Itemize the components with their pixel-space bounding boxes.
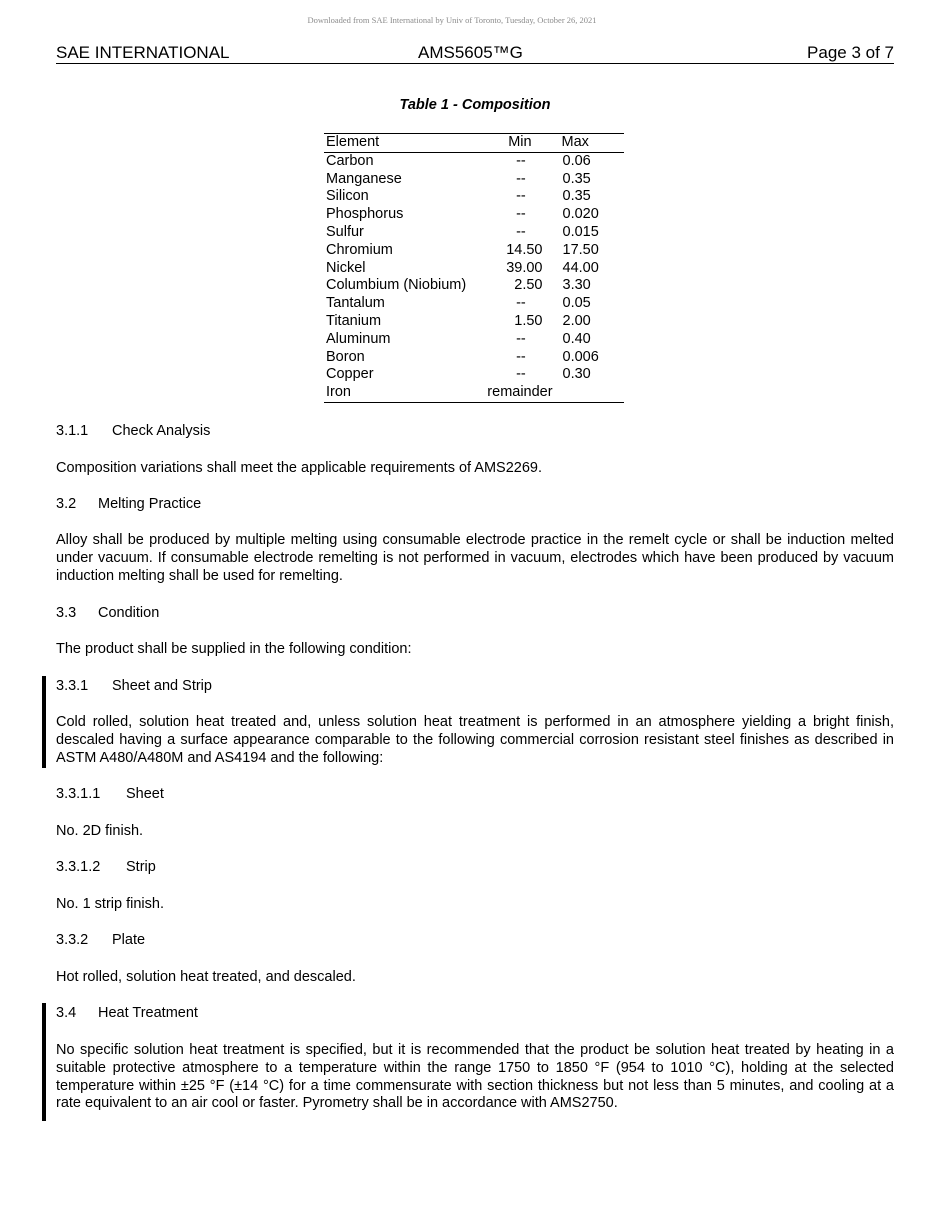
section-number: 3.3	[56, 605, 77, 621]
section-body-3-3-1-1: No. 2D finish.	[56, 823, 144, 839]
section-number: 3.4	[56, 1005, 77, 1021]
min-cell: 1.50	[514, 312, 543, 329]
element-cell: Aluminum	[326, 330, 391, 347]
section-title: Strip	[126, 859, 156, 875]
min-cell: --	[516, 152, 526, 169]
section-number: 3.1.1	[56, 423, 89, 439]
section-title: Plate	[112, 932, 146, 948]
table-header-row	[324, 134, 624, 153]
section-body-3-3-2: Hot rolled, solution heat treated, and descaled.	[56, 969, 356, 985]
table-row	[324, 277, 624, 295]
max-cell: 44.00	[562, 259, 599, 276]
min-cell: 2.50	[514, 277, 543, 294]
max-cell: 17.50	[562, 241, 599, 258]
max-cell: 2.00	[562, 312, 591, 329]
table-caption: Table 1 - Composition	[399, 97, 551, 113]
section-title: Condition	[98, 605, 160, 621]
table-row	[324, 313, 624, 331]
element-cell: Sulfur	[326, 223, 364, 240]
element-cell: Iron	[326, 384, 351, 401]
element-cell: Tantalum	[326, 295, 385, 312]
element-cell: Manganese	[326, 170, 402, 187]
section-body-3-2: Alloy shall be produced by multiple melting using consumable electrode practice in the remelt cycle or shall be induction melted under vacuum. If consumable electrode remelting is not performed in vacuum, electrodes which have been produced by vacuum induction melting shall be used for remelting.	[56, 532, 894, 584]
section-heading-3-2	[56, 496, 894, 514]
max-cell: 0.015	[562, 223, 599, 240]
header-organization: SAE INTERNATIONAL	[56, 43, 230, 62]
element-cell: Columbium (Niobium)	[326, 277, 467, 294]
section-body-3-3-1-2: No. 1 strip finish.	[56, 896, 164, 912]
table-row	[324, 260, 624, 278]
section-title: Sheet	[126, 786, 164, 802]
element-cell: Chromium	[326, 241, 393, 258]
table-row	[324, 366, 624, 384]
element-cell: Phosphorus	[326, 206, 404, 223]
max-cell: 0.05	[562, 295, 591, 312]
section-title: Heat Treatment	[98, 1005, 198, 1021]
download-watermark: Downloaded from SAE International by Univ of Toronto, Tuesday, October 26, 2021	[307, 15, 597, 25]
section-heading-3-3-2	[56, 932, 894, 950]
revision-change-bar	[42, 1003, 46, 1121]
page-header	[56, 43, 894, 64]
section-number: 3.3.1.1	[56, 786, 101, 802]
table-row	[324, 171, 624, 189]
section-heading-3-3-1	[56, 678, 894, 696]
max-cell: 0.020	[562, 206, 599, 223]
min-cell: --	[516, 348, 526, 365]
section-heading-3-4	[56, 1005, 894, 1023]
table-row	[324, 188, 624, 206]
section-title: Check Analysis	[112, 423, 211, 439]
remainder-cell: remainder	[487, 384, 553, 401]
table-row	[324, 295, 624, 313]
section-heading-3-3-1-2	[56, 859, 894, 877]
section-heading-3-1-1	[56, 423, 894, 441]
header-page-number: Page 3 of 7	[807, 43, 894, 62]
column-header-element: Element	[326, 134, 380, 150]
table-row-iron	[324, 384, 624, 402]
section-body-3-4: No specific solution heat treatment is specified, but it is recommended that the product be solution heat treated by heating in a suitable protective atmosphere to a temperature within the range 1750 to 1850 °F (954 to 1010 °C), holding at the selected temperature within ±25 °F (±14 °C) for a time commensurate with section thickness but not less than 5 minutes, and cooling at a rate equivalent to an air cool or faster. Pyrometry shall be in accordance with AMS2750.	[56, 1042, 894, 1112]
table-row	[324, 242, 624, 260]
min-cell: 14.50	[506, 241, 543, 258]
revision-change-bar	[42, 676, 46, 768]
min-cell: --	[516, 188, 526, 205]
section-number: 3.3.1	[56, 678, 89, 694]
max-cell: 0.35	[562, 188, 591, 205]
min-cell: 39.00	[506, 259, 543, 276]
max-cell: 0.06	[562, 152, 591, 169]
table-row	[324, 206, 624, 224]
section-heading-3-3-1-1	[56, 786, 894, 804]
element-cell: Nickel	[326, 259, 366, 276]
element-cell: Silicon	[326, 188, 369, 205]
composition-table-body	[324, 152, 624, 402]
section-number: 3.3.2	[56, 932, 89, 948]
section-body-3-3: The product shall be supplied in the following condition:	[56, 641, 412, 657]
section-heading-3-3	[56, 605, 894, 623]
element-cell: Titanium	[326, 312, 382, 329]
element-cell: Boron	[326, 348, 365, 365]
table-row	[324, 349, 624, 367]
max-cell: 0.40	[562, 330, 591, 347]
section-title: Sheet and Strip	[112, 678, 212, 694]
max-cell: 3.30	[562, 277, 591, 294]
section-body-3-1-1: Composition variations shall meet the applicable requirements of AMS2269.	[56, 460, 543, 476]
column-header-min: Min	[508, 134, 532, 150]
max-cell: 0.35	[562, 170, 591, 187]
max-cell: 0.30	[562, 366, 591, 383]
section-body-3-3-1: Cold rolled, solution heat treated and, unless solution heat treatment is performed in an atmosphere yielding a bright finish, descaled having a surface appearance comparable to the following commercial corrosion resistant steel finishes as described in ASTM A480/A480M and AS4194 and the following:	[56, 714, 894, 766]
section-number: 3.3.1.2	[56, 859, 101, 875]
min-cell: --	[516, 295, 526, 312]
element-cell: Carbon	[326, 152, 374, 169]
table-row	[324, 331, 624, 349]
min-cell: --	[516, 170, 526, 187]
table-row	[324, 224, 624, 242]
table-row	[324, 152, 624, 170]
min-cell: --	[516, 330, 526, 347]
section-title: Melting Practice	[98, 496, 202, 512]
min-cell: --	[516, 223, 526, 240]
composition-table	[324, 133, 624, 403]
header-document-number: AMS5605™G	[418, 43, 523, 62]
element-cell: Copper	[326, 366, 374, 383]
min-cell: --	[516, 366, 526, 383]
max-cell: 0.006	[562, 348, 599, 365]
column-header-max: Max	[561, 134, 589, 150]
section-number: 3.2	[56, 496, 77, 512]
min-cell: --	[516, 206, 526, 223]
